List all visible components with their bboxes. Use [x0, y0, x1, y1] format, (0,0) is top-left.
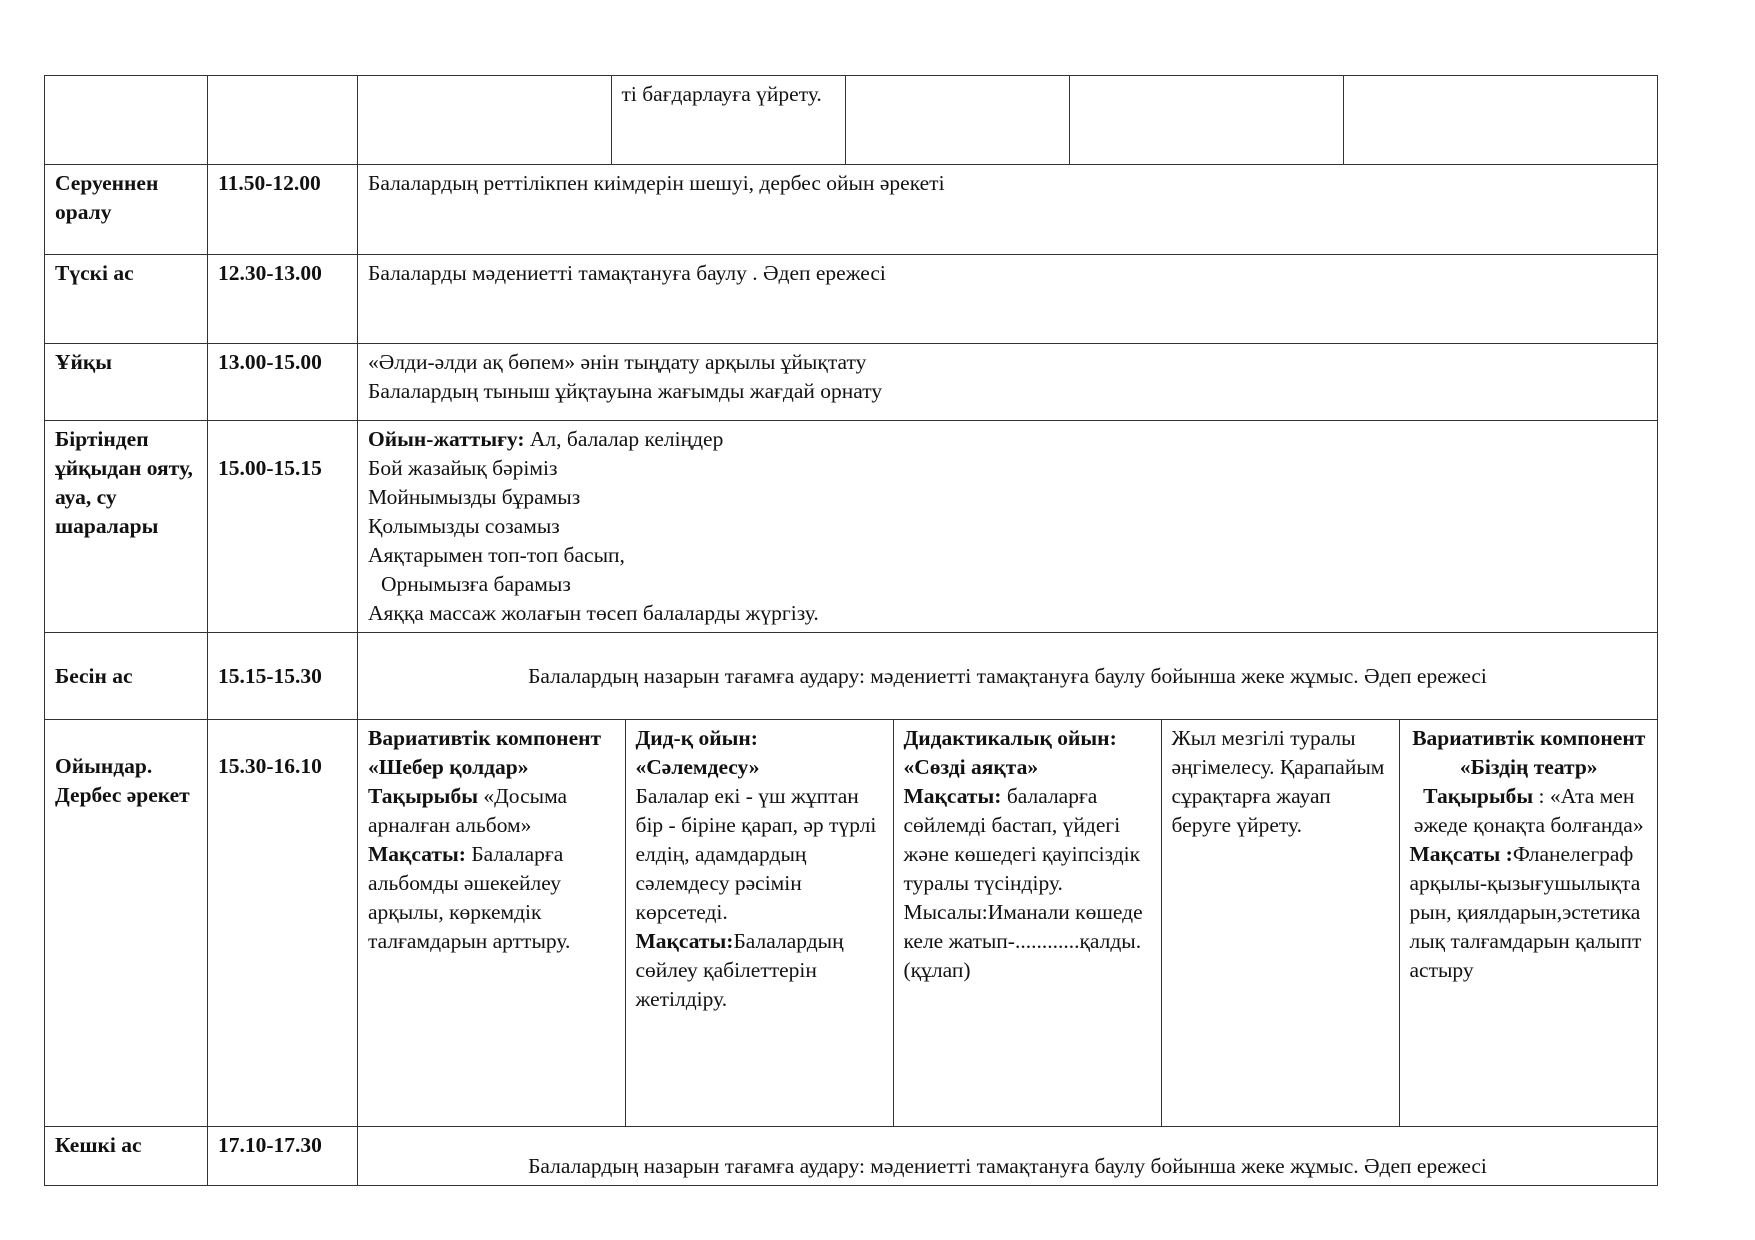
row-label: Ойындар. Дербес әрекет [45, 720, 208, 1127]
col-heading: Дид-қ ойын: «Сәлемдесу» [635, 726, 760, 779]
lead-rest: Ал, балалар келіңдер [524, 427, 724, 451]
row-label: Түскі ас [45, 255, 208, 344]
col-text: : «Ата мен әжеде қонақта болғанда» [1413, 784, 1644, 837]
row-time: 15.15-15.30 [208, 633, 358, 720]
col-text: Балалар екі - үш жұптан бір - біріне қарап, әр түрлі елдің, адамдардың сәлемдесу рәсімін көрсетеді. [635, 784, 877, 924]
row-content: Балалардың назарын тағамға аудару: мәдениетті тамақтануға баулу бойынша жеке жұмыс. Әдеп ережесі [358, 1127, 1658, 1186]
row-content [358, 344, 1658, 421]
col-text: «Досыма арналған альбом» [368, 784, 568, 837]
row-time: 13.00-15.00 [208, 344, 358, 421]
table-row [45, 255, 1658, 344]
continuation-cells [358, 76, 1658, 165]
table-row [45, 344, 1658, 421]
col-subheading: Тақырыбы [368, 784, 479, 808]
table-row [45, 421, 1658, 633]
table-row [45, 76, 1658, 165]
row-time: 11.50-12.00 [208, 165, 358, 255]
continuation-text: ті бағдарлауға үйрету. [611, 76, 845, 164]
col-text: балаларға сөйлемді бастап, үйдегі және көшедегі қауіпсіздік туралы түсіндіру. [903, 784, 1141, 895]
schedule-table [44, 75, 1658, 1186]
bold-lead: Ойын-жаттығу: [368, 427, 525, 451]
row-label: Кешкі ас [45, 1127, 208, 1186]
col-text: Жыл мезгілі туралы әңгімелесу. Қарапайым сұрақтарға жауап беруге үйрету. [1171, 726, 1385, 837]
empty-cell [845, 76, 1069, 164]
row-label: Біртіндеп ұйқыдан ояту, ауа, су шаралары [45, 421, 208, 633]
content-line: Мойнымызды бұрамыз [368, 485, 581, 509]
activity-col-1 [358, 720, 625, 1126]
empty-cell [1343, 76, 1658, 164]
table-row [45, 1127, 1658, 1186]
row-label: Серуеннен оралу [45, 165, 208, 255]
row-time: 17.10-17.30 [208, 1127, 358, 1186]
activity-col-4 [1161, 720, 1399, 1126]
content-line: «Әлди-әлди ақ бөпем» әнін тыңдату арқылы ұйықтату [368, 350, 867, 374]
empty-cell [358, 76, 611, 164]
activity-col-3 [893, 720, 1161, 1126]
table-row [45, 633, 1658, 720]
col-text: Мысалы:Иманали көшеде келе жатып-............қалды.(құлап) [903, 900, 1143, 982]
row-time: 15.30-16.10 [208, 720, 358, 1127]
col-heading: Дидактикалық ойын: «Сөзді аяқта» [903, 726, 1117, 779]
row-content: Балалардың реттілікпен киімдерін шешуі, дербес ойын әрекеті [358, 165, 1658, 255]
col-text: Балаларға альбомды әшекейлеу арқылы, көркемдік талғамдарын арттыру. [368, 842, 571, 953]
content-line: Аяқтарымен топ-топ басып, [368, 543, 625, 567]
col-subheading: Мақсаты : [1409, 842, 1513, 866]
empty-cell [1069, 76, 1343, 164]
content-line: Аяққа массаж жолағын төсеп балаларды жүргізу. [368, 601, 819, 625]
content-line: Бой жазайық бәріміз [368, 456, 558, 480]
content-line [368, 425, 1647, 454]
col-subheading: Мақсаты: [368, 842, 466, 866]
row-content: Балаларды мәдениетті тамақтануға баулу . Әдеп ережесі [358, 255, 1658, 344]
col-heading: Вариативтік компонент «Біздің театр» [1412, 726, 1646, 779]
row-time: 12.30-13.00 [208, 255, 358, 344]
col-text: Фланелеграф арқылы-қызығушылықтарын, қиялдарын,эстетикалық талғамдарын қалыптастыру [1409, 842, 1642, 982]
row-label: Ұйқы [45, 344, 208, 421]
col-text: Балалардың сөйлеу қабілеттерін жетілдіру. [635, 929, 844, 1011]
schedule-page [44, 75, 1657, 1186]
col-subheading: Мақсаты: [635, 929, 734, 953]
table-row [45, 165, 1658, 255]
activity-col-5 [1399, 720, 1658, 1126]
content-line: Қолымызды созамыз [368, 514, 560, 538]
empty-cell [208, 76, 358, 165]
activity-col-2 [625, 720, 893, 1126]
table-row [45, 720, 1658, 1127]
row-label: Бесін ас [45, 633, 208, 720]
col-subheading: Мақсаты: [903, 784, 1002, 808]
content-line: Балалардың тыныш ұйқтауына жағымды жағдай орнату [368, 379, 883, 403]
empty-cell [45, 76, 208, 165]
row-time: 15.00-15.15 [208, 421, 358, 633]
content-line: Орнымызға барамыз [381, 572, 571, 596]
activity-columns [358, 720, 1658, 1127]
col-heading: Вариативтік компонент «Шебер қолдар» [368, 726, 602, 779]
row-content: Балалардың назарын тағамға аудару: мәдениетті тамақтануға баулу бойынша жеке жұмыс. Әдеп ережесі [358, 633, 1658, 720]
col-subheading: Тақырыбы [1423, 784, 1534, 808]
row-content [358, 421, 1658, 633]
